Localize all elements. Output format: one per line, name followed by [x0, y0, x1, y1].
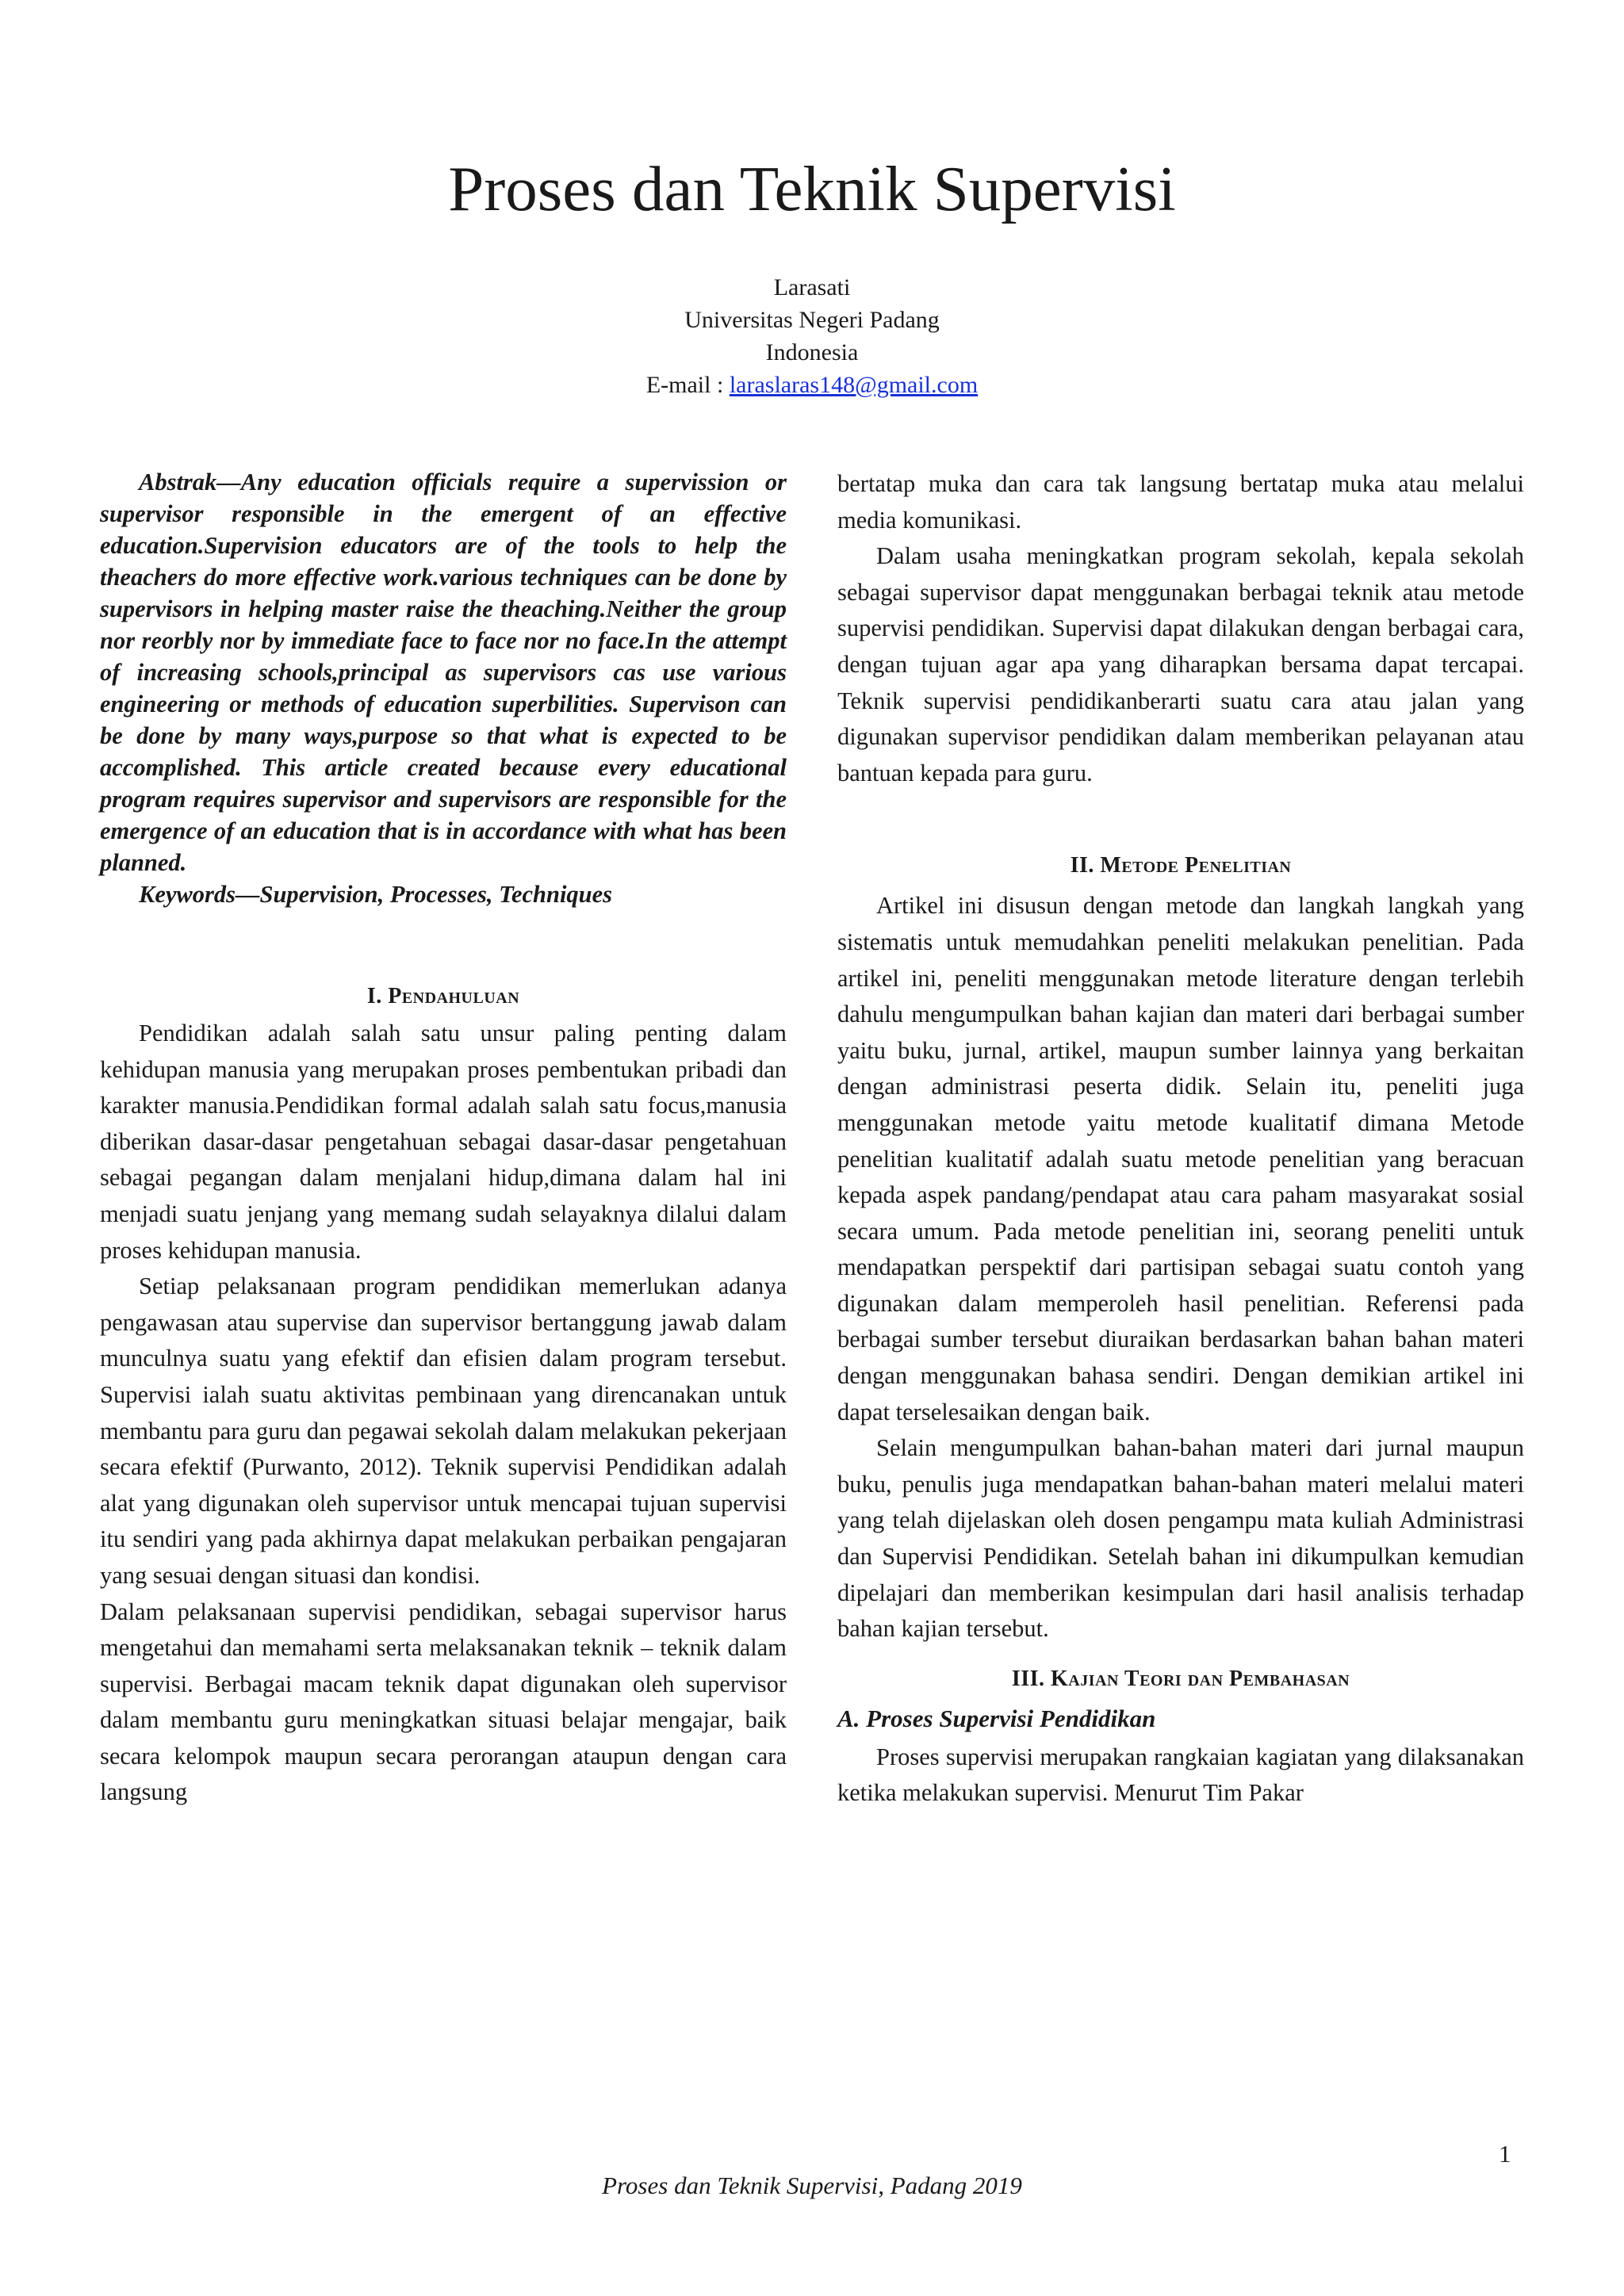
email-label: E-mail : [645, 372, 730, 398]
intro-paragraph-4: Dalam usaha meningkatkan program sekolah, kepala sekolah sebagai supervisor dapat menggunakan berbagai teknik atau metode supervisi pendidikan. Supervisi dapat dilakukan dengan berbagai cara, dengan tujuan agar apa yang diharapkan bersama dapat tercapai. Teknik supervisi pendidikanberarti suatu cara atau jalan yang digunakan supervisor pendidikan dalam memberikan pelayanan atau bantuan kepada para guru. [837, 542, 1524, 786]
intro-paragraph-1: Pendidikan adalah salah satu unsur paling penting dalam kehidupan manusia yang merupakan proses pembentukan pribadi dan karakter manusia.Pendidikan formal adalah salah satu focus,manusia diberikan dasar-dasar pengetahuan sebagai dasar-dasar pengetahuan sebagai pegangan dalam menjalani hidup,dimana dalam hal ini menjadi suatu jenjang yang memang sudah selayaknya dilalui dalam proses kehidupan manusia. [100, 1020, 787, 1264]
author-country: Indonesia [765, 339, 859, 365]
keywords: Keywords—Supervision, Processes, Techniques [139, 881, 613, 908]
page-footer: Proses dan Teknik Supervisi, Padang 2019 [602, 2172, 1022, 2199]
left-column [100, 466, 787, 1811]
author-block [0, 271, 1624, 401]
author-name: Larasati [773, 274, 851, 300]
email-link[interactable]: laraslaras148@gmail.com [729, 372, 979, 398]
right-column [837, 466, 1524, 1812]
section-heading-theory: III. Kajian Teori dan Pembahasan [1011, 1666, 1350, 1691]
section-heading-method: II. Metode Penelitian [1070, 853, 1292, 878]
method-paragraph-2: Selain mengumpulkan bahan-bahan materi dari jurnal maupun buku, penulis juga mendapatkan bahan-bahan materi melalui materi yang telah dijelaskan oleh dosen pengampu mata kuliah Administrasi dan Supervisi Pendidikan. Setelah bahan ini dikumpulkan kemudian dipelajari dan memberikan kesimpulan dari hasil analisis terhadap bahan kajian tersebut. [837, 1434, 1524, 1643]
paper-title: Proses dan Teknik Supervisi [448, 153, 1176, 224]
abstract: Abstrak—Any education officials require a supervission or supervisor responsible in the emergent of an effective education.Supervision educators are of the tools to help the theachers do more effective work.various techniques can be done by supervisors in helping master raise the theaching.Neither the group nor reorbly nor by immediate face to face nor no face.In the attempt of increasing schools,principal as supervisors cas use various engineering or methods of education superbilities. Supervison can be done by many ways,purpose so that what is expected to be accomplished. This article created because every educational program requires supervisor and supervisors are responsible for the emergence of an education that is in accordance with what has been planned. [100, 469, 787, 876]
section-heading-introduction: I. Pendahuluan [366, 984, 520, 1008]
subsection-heading-a: A. Proses Supervisi Pendidikan [837, 1704, 1156, 1732]
page-number: 1 [1499, 2140, 1511, 2168]
method-paragraph-1: Artikel ini disusun dengan metode dan langkah langkah yang sistematis untuk memudahkan peneliti melakukan penelitian. Pada artikel ini, peneliti menggunakan metode literature dengan terlebih dahulu mengumpulkan bahan kajian dan materi dari berbagai sumber yaitu buku, jurnal, artikel, maupun sumber lainnya yang berkaitan dengan administrasi peserta didik. Selain itu, peneliti juga menggunakan metode yaitu metode kualitatif dimana Metode penelitian kualitatif adalah suatu metode penelitian yang beracuan kepada aspek pandang/pendapat atau cara paham masyarakat sosial secara umum. Pada metode penelitian ini, seorang peneliti untuk mendapatkan perspektif dari partisipan sebagai suatu contoh yang digunakan dalam memperoleh hasil penelitian. Referensi pada berbagai sumber tersebut diuraikan berdasarkan bahan bahan materi dengan menggunakan bahasa sendiri. Dengan demikian artikel ini dapat terselesaikan dengan baik. [837, 892, 1524, 1425]
author-email-line [0, 369, 1624, 401]
theory-paragraph-1: Proses supervisi merupakan rangkaian kagiatan yang dilaksanakan ketika melakukan supervisi. Menurut Tim Pakar [837, 1743, 1524, 1807]
intro-paragraph-2: Setiap pelaksanaan program pendidikan memerlukan adanya pengawasan atau supervise dan supervisor bertanggung jawab dalam munculnya suatu yang efektif dan efisien dalam program tersebut. Supervisi ialah suatu aktivitas pembinaan yang direncanakan untuk membantu para guru dan pegawai sekolah dalam melakukan pekerjaan secara efektif (Purwanto, 2012). Teknik supervisi Pendidikan adalah alat yang digunakan oleh supervisor untuk mencapai tujuan supervisi itu sendiri yang pada akhirnya dapat melakukan perbaikan pengajaran yang sesuai dengan situasi dan kondisi. [100, 1272, 787, 1589]
intro-paragraph-3-continued: bertatap muka dan cara tak langsung bertatap muka atau melalui media komunikasi. [837, 470, 1524, 534]
author-affiliation: Universitas Negeri Padang [684, 307, 940, 333]
intro-paragraph-3: Dalam pelaksanaan supervisi pendidikan, sebagai supervisor harus mengetahui dan memahami serta melaksanakan teknik – teknik dalam supervisi. Berbagai macam teknik dapat digunakan oleh supervisor dalam membantu guru meningkatkan situasi belajar mengajar, baik secara kelompok maupun secara perorangan ataupun dengan cara langsung [100, 1598, 787, 1806]
